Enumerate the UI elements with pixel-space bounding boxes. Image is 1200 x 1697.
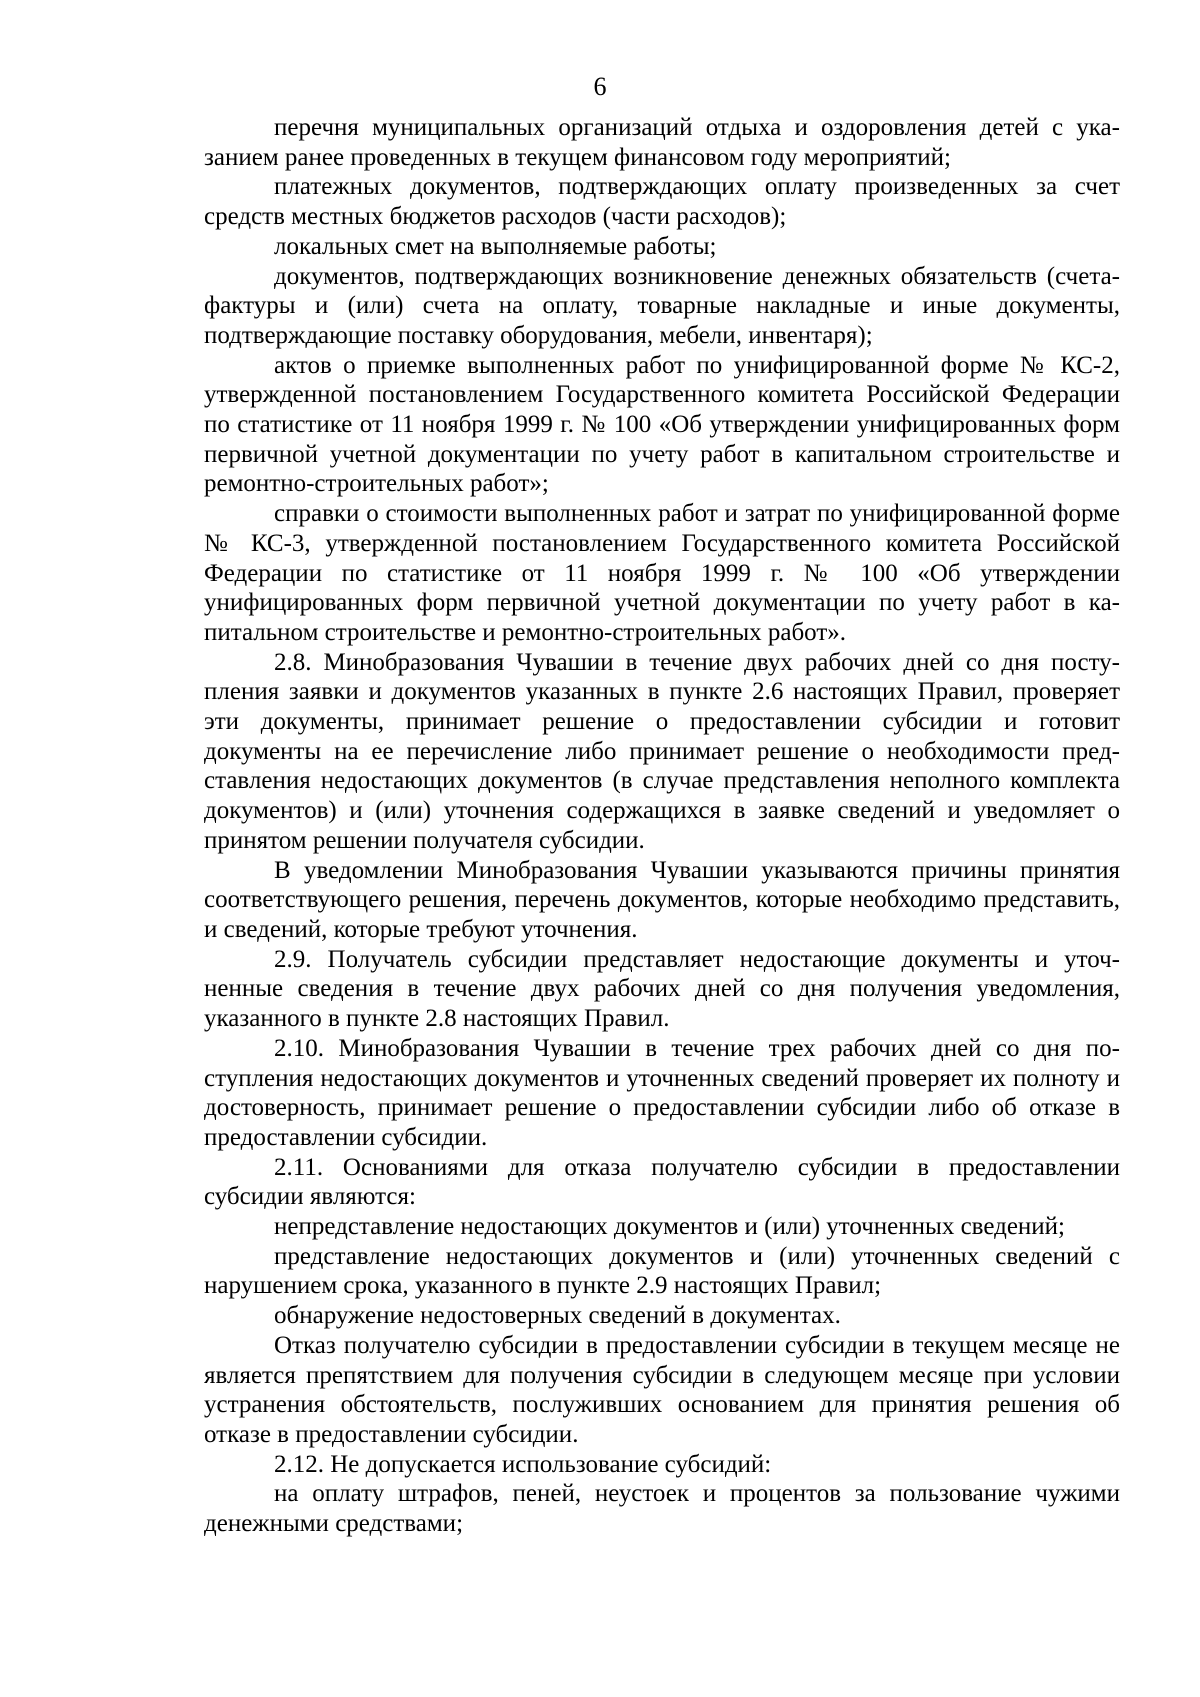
paragraph: справки о стоимости выполненных работ и затрат по унифицированной форме № КС-3, утвержденной постановлением Государственного комитета Российской Федерации по статистике от 11 ноября 1999 г. № 100 «Об утверждении унифицированных форм первичной учетной документации по учету работ в капитальном строительстве и ремонтно-строительных работ».	[204, 500, 1120, 646]
paragraph: представление недостающих документов и (или) уточненных сведений с нарушением срока, указанного в пункте 2.9 настоящих Правил;	[204, 1242, 1120, 1300]
paragraph: 2.12. Не допускается использование субсидий:	[274, 1450, 772, 1478]
paragraph: перечня муниципальных организаций отдыха и оздоровления детей с указанием ранее проведенных в текущем финансовом году мероприятий;	[204, 114, 1120, 171]
paragraph: документов, подтверждающих возникновение денежных обязательств (счета-фактуры и (или) счета на оплату, товарные накладные и иные документы, подтверждающие поставку оборудования, мебели, инвентаря);	[204, 262, 1120, 349]
paragraph: Отказ получателю субсидии в предоставлении субсидии в текущем месяце не является препятствием для получения субсидии в следующем месяце при условии устранения обстоятельств, послуживших основанием для принятия решения об отказе в предоставлении субсидии.	[204, 1331, 1120, 1448]
paragraph: локальных смет на выполняемые работы;	[274, 232, 717, 260]
paragraph: 2.10. Минобразования Чувашии в течение трех рабочих дней со дня поступления недостающих документов и уточненных сведений проверяет их полноту и достоверность, принимает решение о предоставлении субсидии либо об отказе в предоставлении субсидии.	[204, 1034, 1120, 1151]
paragraph: актов о приемке выполненных работ по унифицированной форме № КС-2, утвержденной постановлением Государственного комитета Российской Федерации по статистике от 11 ноября 1999 г. № 100 «Об утверждении унифицированных форм первичной учетной документации по учету работ в капитальном строительстве и ремонтно-строительных работ»;	[204, 351, 1120, 498]
paragraph: 2.9. Получатель субсидии представляет недостающие документы и уточненные сведения в течение двух рабочих дней со дня получения уведомления, указанного в пункте 2.8 настоящих Правил.	[204, 945, 1120, 1033]
document-body	[204, 113, 1120, 1539]
paragraph: на оплату штрафов, пеней, неустоек и процентов за пользование чужими денежными средствами;	[204, 1480, 1120, 1538]
paragraph: 2.8. Минобразования Чувашии в течение двух рабочих дней со дня поступления заявки и документов указанных в пункте 2.6 настоящих Правил, проверяет эти документы, принимает решение о предоставлении субсидии и готовит документы на ее перечисление либо принимает решение о необходимости представления недостающих документов (в случае представления неполного комплекта документов) и (или) уточнения содержащихся в заявке сведений и уведомляет о принятом решении получателя субсидии.	[204, 648, 1120, 854]
paragraph: обнаружение недостоверных сведений в документах.	[274, 1302, 841, 1330]
paragraph: В уведомлении Минобразования Чувашии указываются причины принятия соответствующего решения, перечень документов, которые необходимо представить, и сведений, которые требуют уточнения.	[204, 856, 1120, 943]
paragraph: непредставление недостающих документов и (или) уточненных сведений;	[274, 1213, 1065, 1241]
page-number: 6	[593, 72, 607, 101]
paragraph: платежных документов, подтверждающих оплату произведенных за счет средств местных бюджетов расходов (части расходов);	[204, 173, 1120, 231]
paragraph: 2.11. Основаниями для отказа получателю субсидии в предоставлении субсидии являются:	[204, 1153, 1120, 1211]
